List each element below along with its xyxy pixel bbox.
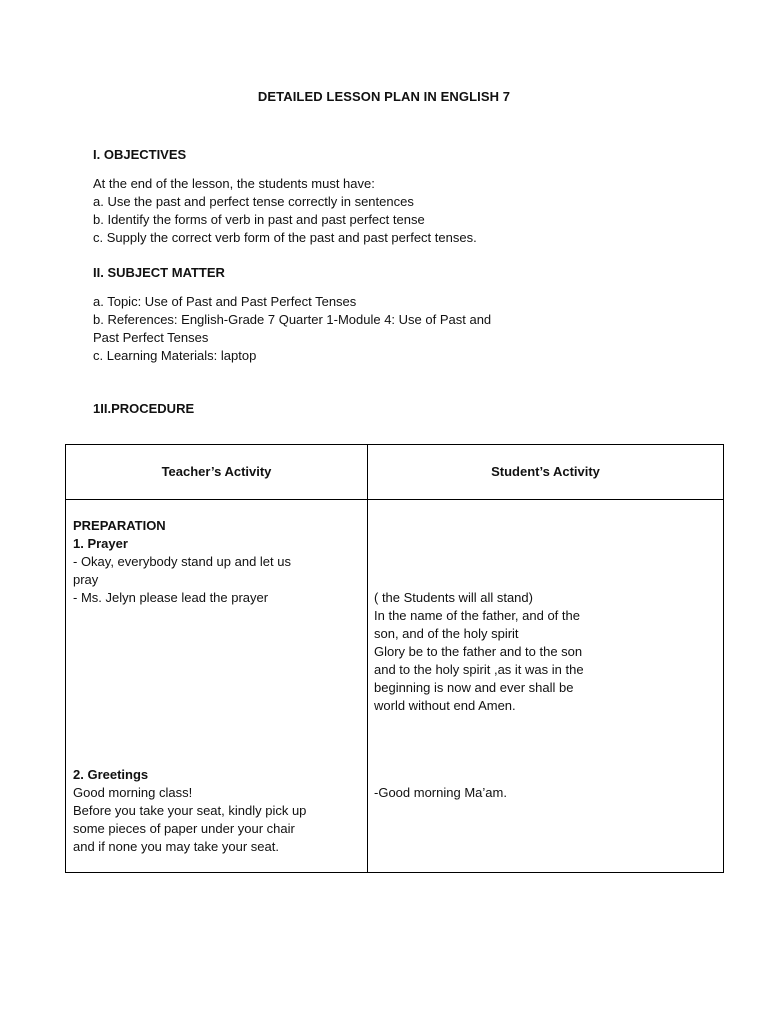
student-prayer-line: Glory be to the father and to the son	[374, 644, 583, 659]
subject-matter-line: c. Learning Materials: laptop	[93, 348, 257, 363]
table-header-divider	[66, 499, 723, 500]
preparation-heading: PREPARATION	[73, 518, 166, 533]
subject-matter-heading: II. SUBJECT MATTER	[93, 265, 225, 280]
subject-matter-line: b. References: English-Grade 7 Quarter 1-Module 4: Use of Past and	[93, 312, 492, 327]
teacher-activity-header: Teacher’s Activity	[161, 464, 272, 479]
student-prayer-line: and to the holy spirit ,as it was in the	[374, 662, 584, 677]
procedure-heading: 1II.PROCEDURE	[93, 401, 195, 416]
objectives-text	[93, 175, 533, 247]
teacher-greetings-line: Good morning class!	[73, 785, 193, 800]
student-prayer-line: In the name of the father, and of the	[374, 608, 580, 623]
table-column-divider	[367, 445, 368, 872]
student-prayer-block	[374, 589, 584, 715]
student-prayer-line: beginning is now and ever shall be	[374, 680, 574, 695]
greetings-heading: 2. Greetings	[73, 767, 149, 782]
document-title: DETAILED LESSON PLAN IN ENGLISH 7	[257, 89, 511, 104]
subject-matter-text	[93, 293, 533, 365]
student-activity-header: Student’s Activity	[491, 464, 600, 479]
teacher-greetings-line: Before you take your seat, kindly pick up	[73, 803, 307, 818]
objectives-line: c. Supply the correct verb form of the past and past perfect tenses.	[93, 230, 477, 245]
student-prayer-line: world without end Amen.	[374, 698, 516, 713]
student-prayer-line: ( the Students will all stand)	[374, 590, 533, 605]
objectives-heading: I. OBJECTIVES	[93, 147, 187, 162]
teacher-prayer-line: - Ms. Jelyn please lead the prayer	[73, 590, 269, 605]
prayer-heading: 1. Prayer	[73, 536, 128, 551]
teacher-greetings-line: some pieces of paper under your chair	[73, 821, 295, 836]
objectives-line: At the end of the lesson, the students must have:	[93, 176, 375, 191]
activity-table	[65, 444, 724, 873]
objectives-line: b. Identify the forms of verb in past and past perfect tense	[93, 212, 425, 227]
subject-matter-line: a. Topic: Use of Past and Past Perfect Tenses	[93, 294, 357, 309]
teacher-prayer-block	[73, 517, 291, 607]
student-greeting-response: -Good morning Ma’am.	[374, 785, 507, 800]
student-greeting-block	[374, 784, 507, 802]
subject-matter-line: Past Perfect Tenses	[93, 330, 209, 345]
teacher-prayer-line: pray	[73, 572, 99, 587]
teacher-prayer-line: - Okay, everybody stand up and let us	[73, 554, 291, 569]
teacher-greetings-block	[73, 766, 306, 856]
objectives-line: a. Use the past and perfect tense correctly in sentences	[93, 194, 414, 209]
student-prayer-line: son, and of the holy spirit	[374, 626, 519, 641]
teacher-greetings-line: and if none you may take your seat.	[73, 839, 279, 854]
